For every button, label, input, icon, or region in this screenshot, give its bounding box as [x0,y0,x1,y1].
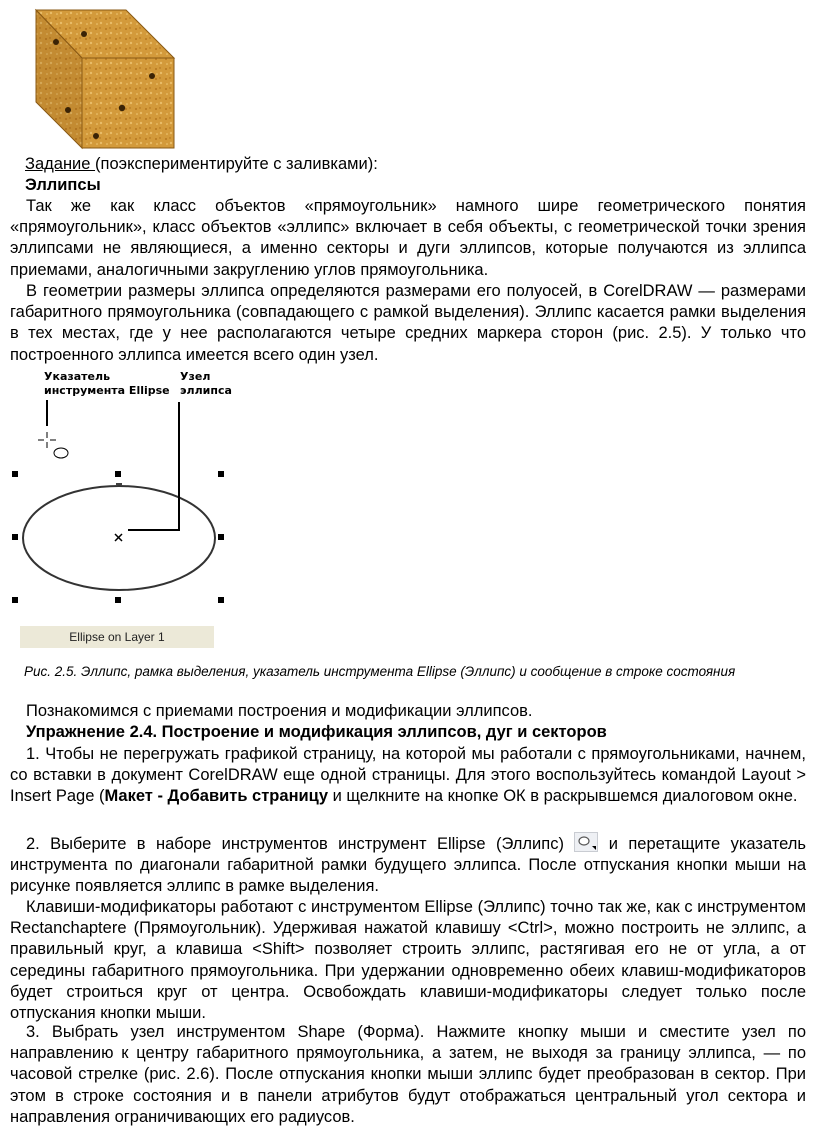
task-label: Задание [25,155,96,173]
paragraph-6: Клавиши-модификаторы работают с инструментом Ellipse (Эллипс) точно так же, как с инструментом Rectanchaptere (Прямоугольник). Удерживая нажатой клавишу <Ctrl>, можно построить не эллипс, а правильный круг, а клавиша <Shift> позволяет строить эллипс, растягивая его не от угла, а от середины габаритного прямоугольника. При удержании одновременно обеих клавиш-модификаторов будет строиться круг от центра. Освобождать клавиши-модификаторы следует только после отпускания кнопки мыши. [10,898,806,1023]
handle-top-left [12,471,18,477]
paragraph-1: Так же как класс объектов «прямоугольник» намного шире геометрического понятия «прямоугольник», класс объектов «эллипс» включает в себя объекты, с геометрической точки зрения эллипсами не являющиеся, а именно секторы и дуги эллипсов, которые получаются из эллипса приемами, аналогичными закруглению углов прямоугольника. [10,197,806,279]
node-leader-line [128,402,179,530]
handle-bottom-right [218,597,224,603]
status-bar: Ellipse on Layer 1 [20,626,214,648]
cracker-cube-image [34,6,178,150]
ellipse-diagram [0,366,260,626]
figure-caption: Рис. 2.5. Эллипс, рамка выделения, указатель инструмента Ellipse (Эллипс) и сообщение в строке состояния [24,664,736,679]
exercise-title: Упражнение 2.4. Построение и модификация эллипсов, дуг и секторов [26,723,607,741]
section-title: Эллипсы [25,176,101,194]
task-text: (поэкспериментируйте с заливками): [95,155,378,173]
crosshair-icon [38,432,56,448]
label-tool-line2: инструмента Ellipse [44,384,170,397]
paragraph-5-text-b: и перетащите указатель инструмента по диагонали габаритной рамки будущего эллипса. После отпускания кнопки мыши на рисунке появляется эллипс в рамке выделения. [10,835,806,896]
task-line [25,155,378,174]
label-tool-line1: Указатель [44,370,111,383]
handle-top-right [218,471,224,477]
center-mark-icon [115,534,122,541]
ellipse-tool-icon [54,448,68,458]
paragraph-3: Познакомимся с приемами построения и модификации эллипсов. [26,702,533,720]
paragraph-4-text-a: 1. Чтобы не перегружать графикой страницу, на которой мы работали с прямоугольниками, начнем, со вставки в документ CorelDRAW еще одной страницы. Для этого воспользуйтесь командой Layout > Insert Page ( [10,745,806,806]
handle-bottom-middle [115,597,121,603]
paragraph-5 [10,832,806,898]
paragraph-7: 3. Выбрать узел инструментом Shape (Форма). Нажмите кнопку мыши и сместите узел по направлению к центру габаритного прямоугольника, а затем, не выходя за границу эллипса, — по часовой стрелке (рис. 2.6). После отпускания кнопки мыши эллипс будет преобразован в сектор. При этом в строке состояния и в панели атрибутов будут отображаться центральный угол сектора и направления ограничивающих его радиусов. [10,1023,806,1126]
label-node-line1: Узел [180,370,211,383]
figure-ellipse [0,366,260,656]
paragraph-2: В геометрии размеры эллипса определяются размерами его полуосей, в CorelDRAW — размерами габаритного прямоугольника (совпадающего с рамкой выделения). Эллипс касается рамки выделения в тех местах, где у нее располагаются четыре средних маркера сторон (рис. 2.5). У только что построенного эллипса имеется всего один узел. [10,282,806,364]
ellipse-tool-button-icon [574,832,598,852]
paragraph-5-text-a: 2. Выберите в наборе инструментов инструмент Ellipse (Эллипс) [26,835,575,853]
paragraph-4-bold: Макет - Добавить страницу [104,787,328,806]
paragraph-4 [10,744,806,808]
handle-middle-left [12,534,18,540]
handle-bottom-left [12,597,18,603]
paragraph-4-text-b: и щелкните на кнопке ОК в раскрывшемся диалоговом окне. [328,787,798,806]
label-node-line2: эллипса [180,384,232,397]
handle-middle-right [218,534,224,540]
handle-top-middle [115,471,121,477]
